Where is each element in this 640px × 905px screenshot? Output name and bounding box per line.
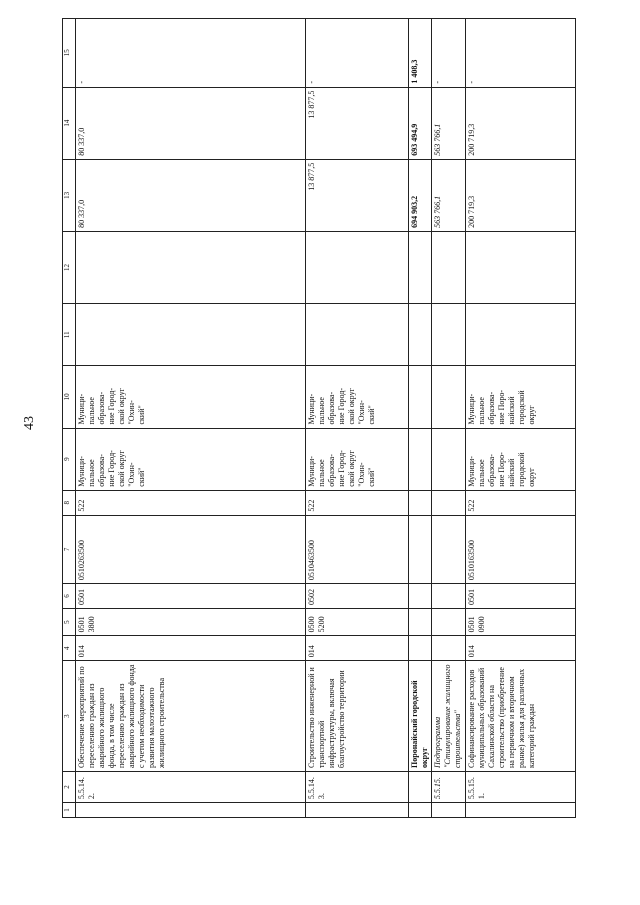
header-row [63, 19, 76, 818]
header-cell: 15 [63, 19, 76, 88]
item-name: Строительство инженерной и транспортной инфраструктуры, включая благоустройство территории [306, 661, 409, 772]
row-cell [409, 803, 432, 818]
amount-regional: 80 337,0 [76, 87, 306, 159]
amount-regional: 200 719,3 [466, 87, 576, 159]
row-cell [409, 515, 432, 583]
recipient: Муници- пальное образова- ние Город- ской округ "Охин- ский" [76, 428, 306, 490]
amount-total: 80 337,0 [76, 159, 306, 231]
row-cell [76, 231, 306, 303]
item-number: 5.5.14.2. [76, 771, 306, 802]
item-name: Софинансирование расходов муниципальных образований Сахалинской области на строительство (приобретение на первичном и вторичном рынке) жилья для различных категорий граждан [466, 661, 576, 772]
page-number: 43 [22, 416, 37, 430]
row-cell [466, 304, 576, 366]
section-code: 0500 5200 [306, 608, 409, 635]
row-cell [432, 803, 466, 818]
header-cell: 7 [63, 515, 76, 583]
item-number: 5.5.15. [432, 771, 466, 802]
amount-total: 200 719,3 [466, 159, 576, 231]
section-code: 0501 0900 [466, 608, 576, 635]
row-cell [409, 428, 432, 490]
target-article: 0510163500 [466, 515, 576, 583]
amount-regional: 563 766,1 [432, 87, 466, 159]
table-row [466, 19, 576, 818]
row-cell [306, 803, 409, 818]
amount-local: - [306, 19, 409, 88]
subsection-code: 0502 [306, 584, 409, 609]
row-cell [432, 304, 466, 366]
row-cell [409, 304, 432, 366]
table-row [76, 19, 306, 818]
header-cell: 4 [63, 636, 76, 661]
amount-local: - [466, 19, 576, 88]
table-row [409, 19, 432, 818]
row-cell [409, 490, 432, 515]
amount-local: - [432, 19, 466, 88]
header-cell: 10 [63, 366, 76, 428]
row-cell [409, 231, 432, 303]
item-number [409, 771, 432, 802]
row-cell [432, 608, 466, 635]
expense-type: 522 [306, 490, 409, 515]
row-cell [466, 231, 576, 303]
header-cell: 14 [63, 87, 76, 159]
row-cell [409, 584, 432, 609]
section-code: 0501 3800 [76, 608, 306, 635]
header-cell: 8 [63, 490, 76, 515]
ministry-code: 014 [76, 636, 306, 661]
header-cell: 5 [63, 608, 76, 635]
row-cell [409, 608, 432, 635]
expense-type: 522 [76, 490, 306, 515]
subsection-code: 0501 [466, 584, 576, 609]
row-cell [432, 636, 466, 661]
budget-table [62, 18, 576, 818]
row-cell [432, 584, 466, 609]
subsection-code: 0501 [76, 584, 306, 609]
header-cell: 11 [63, 304, 76, 366]
item-number: 5.5.14.3. [306, 771, 409, 802]
table-row [432, 19, 466, 818]
expense-type: 522 [466, 490, 576, 515]
header-cell: 2 [63, 771, 76, 802]
amount-local: - [76, 19, 306, 88]
target-article: 0510263500 [76, 515, 306, 583]
target-article: 0510463500 [306, 515, 409, 583]
header-cell: 1 [63, 803, 76, 818]
header-cell: 12 [63, 231, 76, 303]
header-cell: 9 [63, 428, 76, 490]
header-cell: 13 [63, 159, 76, 231]
amount-total: 563 766,1 [432, 159, 466, 231]
row-cell [432, 490, 466, 515]
item-name: Обеспечение мероприятий по переселению граждан из аварийного жилищного фонда, в том числе переселению граждан из аварийного жилищного фонда с учетом необходимости развития малоэтажного жилищного строительства [76, 661, 306, 772]
header-cell: 6 [63, 584, 76, 609]
amount-local: 1 408,3 [409, 19, 432, 88]
header-cell: 3 [63, 661, 76, 772]
table-row [306, 19, 409, 818]
executor: Муници- пальное образова- ние Поро- найский городской округ [466, 366, 576, 428]
row-cell [409, 366, 432, 428]
amount-regional: 693 494,9 [409, 87, 432, 159]
budget-table-rotated [62, 18, 556, 818]
item-number: 5.5.15.1. [466, 771, 576, 802]
recipient: Муници- пальное образова- ние Город- ской округ "Охин- ский" [306, 428, 409, 490]
row-cell [76, 304, 306, 366]
item-name: Поронайский городской округ [409, 661, 432, 772]
row-cell [409, 636, 432, 661]
ministry-code: 014 [466, 636, 576, 661]
executor: Муници- пальное образова- ние Город- ской округ "Охин- ский" [76, 366, 306, 428]
row-cell [306, 304, 409, 366]
row-cell [432, 428, 466, 490]
recipient: Муници- пальное образова- ние Поро- найский городской округ [466, 428, 576, 490]
executor: Муници- пальное образова- ние Город- ской округ "Охин- ский" [306, 366, 409, 428]
amount-total: 694 903,2 [409, 159, 432, 231]
row-cell [432, 231, 466, 303]
row-cell [306, 231, 409, 303]
row-cell [432, 366, 466, 428]
row-cell [466, 803, 576, 818]
amount-total: 13 877,5 [306, 159, 409, 231]
item-name: Подпрограмма "Стимулирование жилищного строительства" [432, 661, 466, 772]
ministry-code: 014 [306, 636, 409, 661]
amount-regional: 13 877,5 [306, 87, 409, 159]
row-cell [432, 515, 466, 583]
row-cell [76, 803, 306, 818]
